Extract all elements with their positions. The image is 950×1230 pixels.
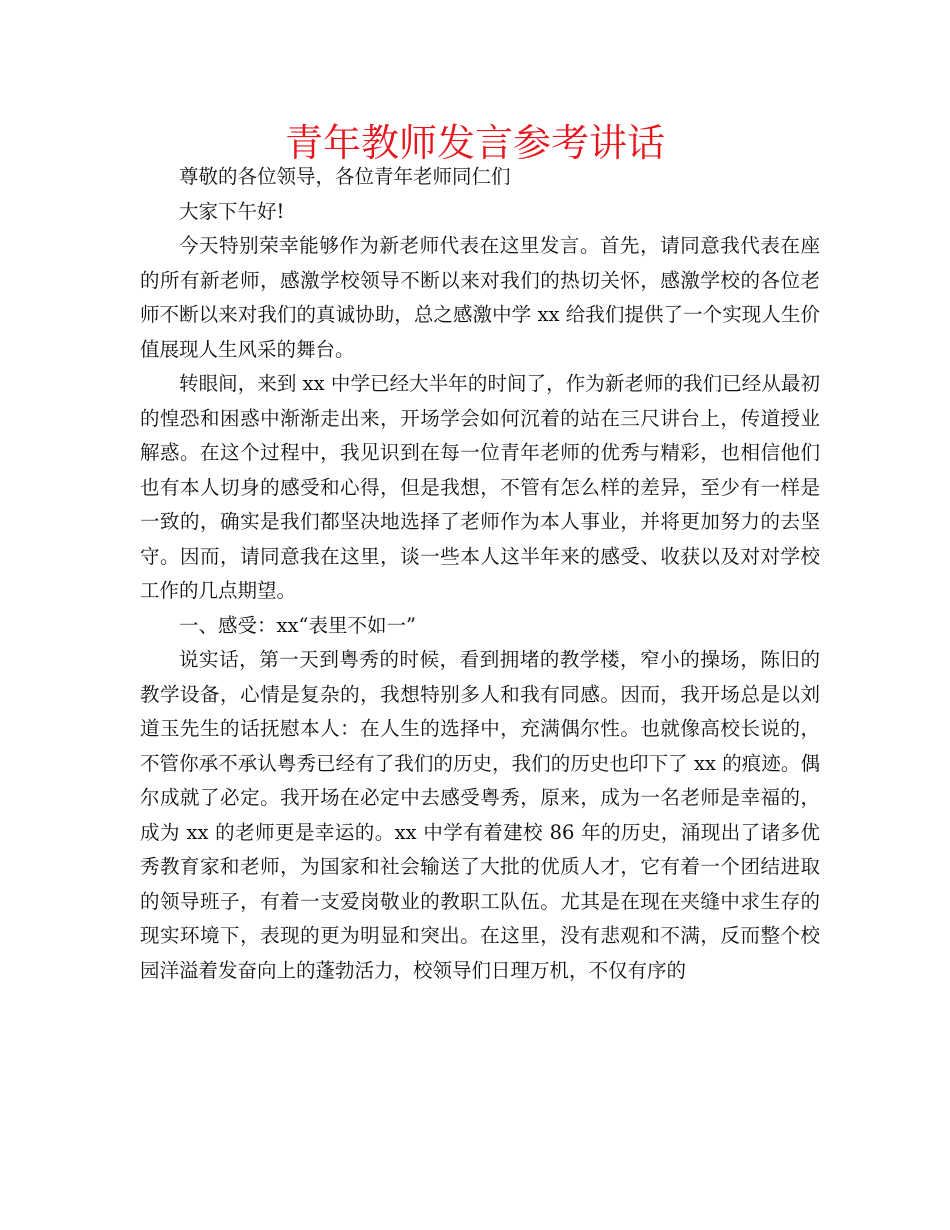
body-paragraph: 转眼间，来到 xx 中学已经大半年的时间了，作为新老师的我们已经从最初的惶恐和困惑中渐渐走出来，开场学会如何沉着的站在三尺讲台上，传道授业解惑。在这个过程中，我见识到在每一位青年老师的优秀与精彩，也相信他们也有本人切身的感受和心得，但是我想，不管有怎么样的差异，至少有一样是一致的，确实是我们都坚决地选择了老师作为本人事业，并将更加努力的去坚守。因而，请同意我在这里，谈一些本人这半年来的感受、收获以及对对学校工作的几点期望。 [140, 372, 820, 602]
greeting: 大家下午好! [179, 199, 285, 223]
body-paragraph: 说实话，第一天到粤秀的时候，看到拥堵的教学楼，窄小的操场，陈旧的教学设备，心情是复杂的，我想特别多人和我有同感。因而，我开场总是以刘道玉先生的话抚慰本人：在人生的选择中，充满偶尔性。也就像高校长说的，不管你承不承认粤秀已经有了我们的历史，我们的历史也印下了 xx 的痕迹。偶尔成就了必定。我开场在必定中去感受粤秀，原来，成为一名老师是幸福的，成为 xx 的老师更是幸运的。xx 中学有着建校 86 年的历史，涌现出了诸多优秀教育家和老师，为国家和社会输送了大批的优质人才，它有着一个团结进取的领导班子，有着一支爱岗敬业的教职工队伍。尤其是在现在夹缝中求生存的现实环境下，表现的更为明显和突出。在这里，没有悲观和不满，反而整个校园洋溢着发奋向上的蓬勃活力，校领导们日理万机，不仅有序的 [140, 648, 820, 982]
body-paragraph: 今天特别荣幸能够作为新老师代表在这里发言。首先，请同意我代表在座的所有新老师，感激学校领导不断以来对我们的热切关怀，感激学校的各位老师不断以来对我们的真诚协助，总之感激中学 xx 给我们提供了一个实现人生价值展现人生风采的舞台。 [140, 234, 820, 361]
document-title: 青年教师发言参考讲话 [284, 121, 665, 165]
section-heading: 一、感受：xx“表里不如一” [179, 613, 416, 637]
salutation: 尊敬的各位领导，各位青年老师同仁们 [179, 165, 511, 188]
document-body [140, 160, 820, 988]
